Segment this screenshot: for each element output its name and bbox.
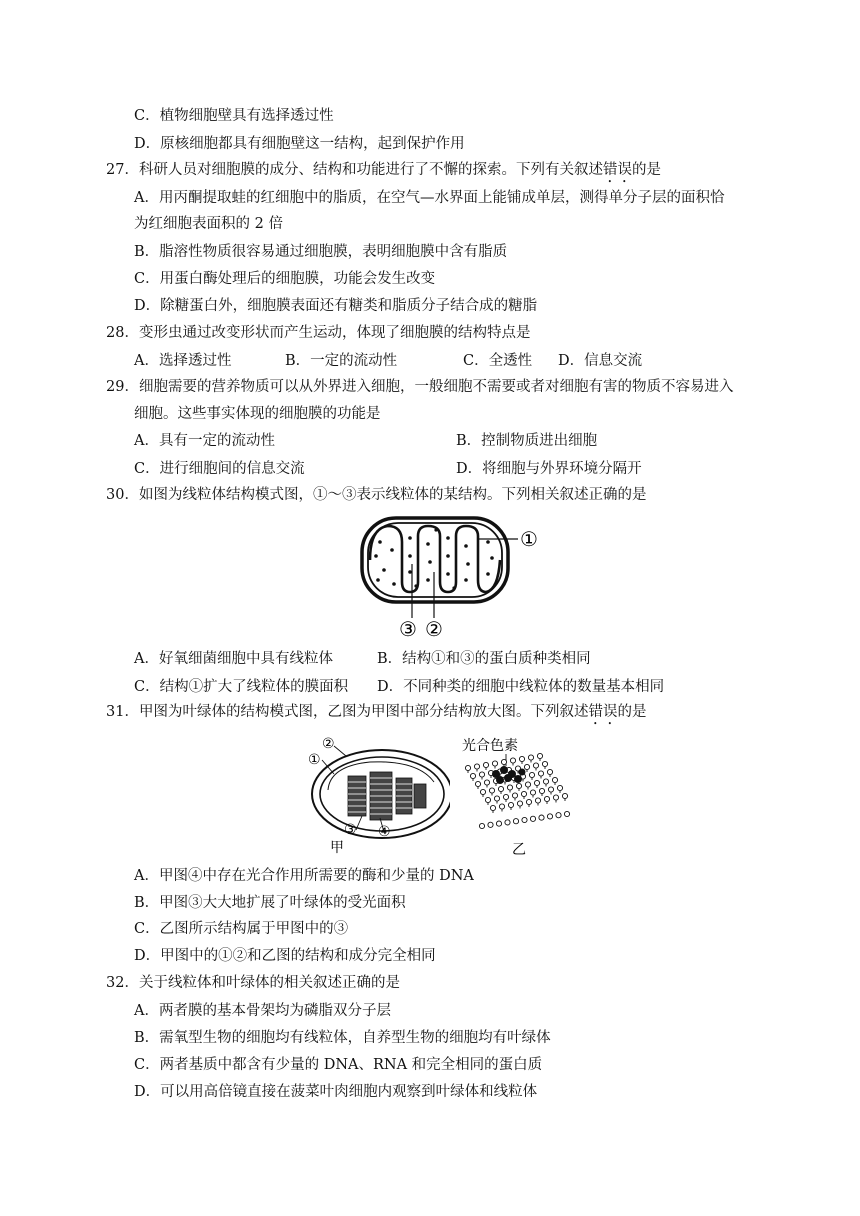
q32-option-c: C．两者基质中都含有少量的 DNA、RNA 和完全相同的蛋白质 <box>134 1057 543 1073</box>
q28-option-c: C．全透性 <box>463 353 533 369</box>
q31-option-c: C．乙图所示结构属于甲图中的③ <box>134 921 349 937</box>
chloroplast-label-3: ③ <box>344 822 357 838</box>
q31-emphasis: 错误 <box>588 704 618 720</box>
q32-option-b: B．需氧型生物的细胞均有线粒体，自养型生物的细胞均有叶绿体 <box>134 1030 551 1046</box>
fig-label-3: ③ <box>399 617 417 641</box>
q30-option-c: C．结构①扩大了线粒体的膜面积 <box>134 679 349 695</box>
q31-option-a: A．甲图④中存在光合作用所需要的酶和少量的 DNA <box>134 868 474 884</box>
fig-label-2: ② <box>425 617 443 641</box>
q26-option-c: C．植物细胞壁具有选择透过性 <box>134 108 334 124</box>
q31-option-b: B．甲图③大大地扩展了叶绿体的受光面积 <box>134 895 406 911</box>
thylakoid-membrane-diagram <box>462 734 572 860</box>
q30-option-b: B．结构①和③的蛋白质种类相同 <box>377 651 591 667</box>
fig-label-1: ① <box>520 527 538 551</box>
q27-option-c: C．用蛋白酶处理后的细胞膜，功能会发生改变 <box>134 271 436 287</box>
q29-option-b: B．控制物质进出细胞 <box>456 433 598 449</box>
q31-option-d: D．甲图中的①②和乙图的结构和成分完全相同 <box>134 948 436 964</box>
q29-stem-line2: 细胞。这些事实体现的细胞膜的功能是 <box>134 406 381 422</box>
q29-option-d: D．将细胞与外界环境分隔开 <box>456 461 642 477</box>
q28-stem: 28．变形虫通过改变形状而产生运动，体现了细胞膜的结构特点是 <box>106 325 531 341</box>
q28-option-a: A．选择透过性 <box>134 353 232 369</box>
q29-stem-line1: 29．细胞需要的营养物质可以从外界进入细胞，一般细胞不需要或者对细胞有害的物质不容易进入 <box>106 379 734 395</box>
q32-option-d: D．可以用高倍镜直接在菠菜叶肉细胞内观察到叶绿体和线粒体 <box>134 1084 538 1100</box>
pigment-label: 光合色素 <box>462 738 518 754</box>
q28-option-b: B．一定的流动性 <box>285 353 398 369</box>
q30-option-a: A．好氧细菌细胞中具有线粒体 <box>134 651 333 667</box>
q27-option-a-line1: A．用丙酮提取蛙的红细胞中的脂质，在空气—水界面上能铺成单层，测得单分子层的面积恰 <box>134 190 725 206</box>
chloroplast-diagram <box>300 732 450 858</box>
q29-option-a: A．具有一定的流动性 <box>134 433 275 449</box>
chloroplast-label-1: ① <box>308 752 321 768</box>
q30-option-d: D．不同种类的细胞中线粒体的数量基本相同 <box>377 679 665 695</box>
q30-stem: 30．如图为线粒体结构模式图，①～③表示线粒体的某结构。下列相关叙述正确的是 <box>106 487 647 503</box>
q32-stem: 32．关于线粒体和叶绿体的相关叙述正确的是 <box>106 975 400 991</box>
chloroplast-label-4: ④ <box>378 824 391 840</box>
q27-emphasis: 错误 <box>602 162 632 178</box>
q28-option-d: D．信息交流 <box>558 353 643 369</box>
q26-option-d: D．原核细胞都具有细胞壁这一结构，起到保护作用 <box>134 136 465 152</box>
q29-option-c: C．进行细胞间的信息交流 <box>134 461 305 477</box>
q27-option-d: D．除糖蛋白外，细胞膜表面还有糖类和脂质分子结合成的糖脂 <box>134 298 538 314</box>
chloroplast-label-2: ② <box>322 736 335 752</box>
q27-option-b: B．脂溶性物质很容易通过细胞膜，表明细胞膜中含有脂质 <box>134 244 508 260</box>
q27-option-a-line2: 为红细胞表面积的 2 倍 <box>134 216 283 232</box>
mitochondria-diagram <box>350 512 550 642</box>
chloroplast-caption: 甲 <box>330 840 344 856</box>
q32-option-a: A．两者膜的基本骨架均为磷脂双分子层 <box>134 1003 391 1019</box>
thylakoid-caption: 乙 <box>512 842 526 858</box>
q31-stem: 31．甲图为叶绿体的结构模式图，乙图为甲图中部分结构放大图。下列叙述错误的是 <box>106 704 647 720</box>
q27-stem: 27．科研人员对细胞膜的成分、结构和功能进行了不懈的探索。下列有关叙述错误的是 <box>106 162 661 178</box>
